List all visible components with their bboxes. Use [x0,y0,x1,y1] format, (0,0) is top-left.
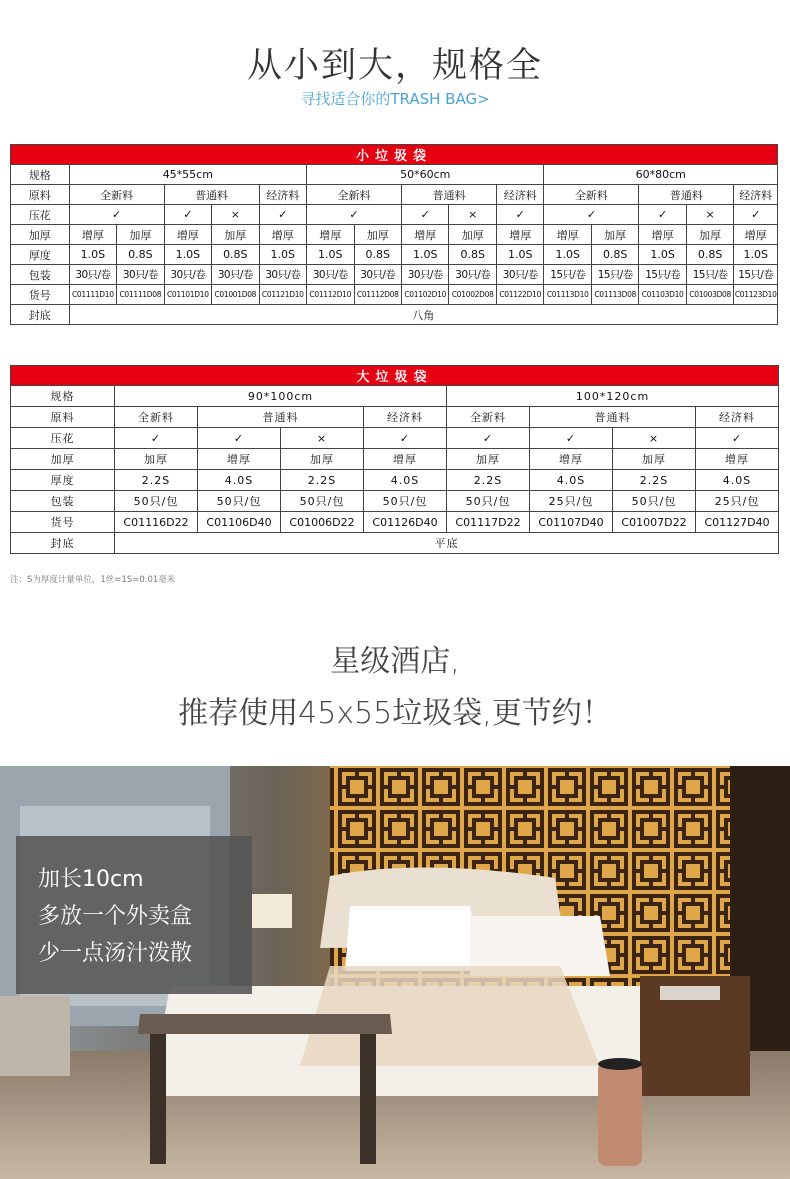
lamp [252,894,292,928]
emboss-cell: ✓ [639,205,686,225]
thick-cell: 增厚 [307,225,354,245]
thick-cell: 加厚 [449,225,496,245]
material-cell: 全新料 [447,407,530,428]
thickness-cell: 2.2S [613,470,696,491]
row-label: 压花 [11,205,70,225]
emboss-cell: ✓ [544,205,639,225]
code-cell: C01117D22 [447,512,530,533]
pack-cell: 50只/包 [364,491,447,512]
table-row [11,225,778,245]
material-cell: 全新料 [307,185,402,205]
table-row [11,185,778,205]
pack-cell: 30只/卷 [69,265,116,285]
thick-cell: 加厚 [117,225,164,245]
thick-cell: 增厚 [496,225,543,245]
code-cell: C01001D08 [212,285,259,305]
thickness-cell: 1.0S [259,245,306,265]
row-label: 原料 [11,185,70,205]
row-label: 规格 [11,165,70,185]
thickness-cell: 2.2S [447,470,530,491]
table-row [11,245,778,265]
size-cell: 90*100cm [115,386,447,407]
code-cell: C01111D08 [117,285,164,305]
emboss-cell: ✓ [115,428,198,449]
thick-cell: 加厚 [354,225,401,245]
table-row [11,491,779,512]
thickness-cell: 1.0S [164,245,211,265]
thick-cell: 增厚 [530,449,613,470]
section-heading-line2: 推荐使用45x55垃圾袋,更节约！ [178,696,612,731]
material-cell: 全新料 [115,407,198,428]
large-table-title: 大垃圾袋 [11,366,779,386]
pack-cell: 30只/卷 [117,265,164,285]
thick-cell: 增厚 [364,449,447,470]
thickness-cell: 0.8S [354,245,401,265]
thick-cell: 增厚 [639,225,686,245]
row-label: 厚度 [11,470,115,491]
code-cell: C01111D10 [69,285,116,305]
thickness-cell: 1.0S [544,245,591,265]
row-label: 厚度 [11,245,70,265]
thickness-cell: 2.2S [281,470,364,491]
bottom-cell: 八角 [69,305,777,325]
thick-cell: 增厚 [696,449,779,470]
thickness-note: 注：S为厚度计量单位，1丝=1S=0.01毫米 [10,575,176,585]
table-row [11,305,778,325]
emboss-cell: × [686,205,733,225]
material-cell: 全新料 [544,185,639,205]
trash-can [598,1062,642,1166]
row-label: 货号 [11,285,70,305]
thick-cell: 增厚 [544,225,591,245]
thick-cell: 增厚 [164,225,211,245]
emboss-cell: ✓ [259,205,306,225]
table-row [11,165,778,185]
thick-cell: 加厚 [591,225,638,245]
thickness-cell: 1.0S [307,245,354,265]
size-cell: 45*55cm [69,165,306,185]
code-cell: C01107D40 [530,512,613,533]
material-cell: 普通料 [402,185,497,205]
thick-cell: 增厚 [259,225,306,245]
pack-cell: 50只/包 [613,491,696,512]
thickness-cell: 1.0S [734,245,778,265]
thickness-cell: 1.0S [496,245,543,265]
code-cell: C01116D22 [115,512,198,533]
code-cell: C01103D10 [639,285,686,305]
material-cell: 经济料 [734,185,778,205]
code-cell: C01112D10 [307,285,354,305]
size-cell: 60*80cm [544,165,778,185]
size-cell: 50*60cm [307,165,544,185]
thickness-cell: 4.0S [696,470,779,491]
emboss-cell: ✓ [734,205,778,225]
code-cell: C01127D40 [696,512,779,533]
thick-cell: 增厚 [69,225,116,245]
emboss-cell: × [613,428,696,449]
material-cell: 经济料 [364,407,447,428]
emboss-cell: × [212,205,259,225]
table-row [11,428,779,449]
code-cell: C01101D10 [164,285,211,305]
code-cell: C01007D22 [613,512,696,533]
emboss-cell: × [449,205,496,225]
table-row [11,407,779,428]
emboss-cell: ✓ [530,428,613,449]
thickness-cell: 1.0S [69,245,116,265]
pack-cell: 50只/包 [198,491,281,512]
row-label: 货号 [11,512,115,533]
thickness-cell: 1.0S [639,245,686,265]
material-cell: 普通料 [164,185,259,205]
thick-cell: 加厚 [212,225,259,245]
thick-cell: 加厚 [686,225,733,245]
code-cell: C01123D10 [734,285,778,305]
pack-cell: 50只/包 [447,491,530,512]
emboss-cell: × [281,428,364,449]
thickness-cell: 1.0S [402,245,449,265]
pack-cell: 15只/卷 [544,265,591,285]
pack-cell: 30只/卷 [307,265,354,285]
small-bag-table [10,144,778,325]
row-label: 包装 [11,491,115,512]
material-cell: 全新料 [69,185,164,205]
code-cell: C01006D22 [281,512,364,533]
thickness-cell: 0.8S [591,245,638,265]
row-label: 原料 [11,407,115,428]
material-cell: 普通料 [198,407,364,428]
code-cell: C01121D10 [259,285,306,305]
pack-cell: 30只/卷 [402,265,449,285]
table-row [11,449,779,470]
table-row [11,470,779,491]
code-cell: C01102D10 [402,285,449,305]
thickness-cell: 0.8S [686,245,733,265]
bench [138,1014,392,1034]
callout-line1: 加长10cm [38,867,144,892]
code-cell: C01002D08 [449,285,496,305]
pack-cell: 15只/卷 [639,265,686,285]
row-label: 压花 [11,428,115,449]
emboss-cell: ✓ [69,205,164,225]
thick-cell: 增厚 [198,449,281,470]
code-cell: C01113D10 [544,285,591,305]
pack-cell: 15只/卷 [734,265,778,285]
emboss-cell: ✓ [364,428,447,449]
material-cell: 经济料 [496,185,543,205]
table-row [11,533,779,554]
pack-cell: 30只/卷 [449,265,496,285]
thickness-cell: 0.8S [117,245,164,265]
table-row [11,386,779,407]
material-cell: 经济料 [696,407,779,428]
emboss-cell: ✓ [496,205,543,225]
row-label: 封底 [11,305,70,325]
pack-cell: 30只/卷 [496,265,543,285]
row-label: 加厚 [11,225,70,245]
thick-cell: 增厚 [734,225,778,245]
code-cell: C01126D40 [364,512,447,533]
page-title: 从小到大，规格全 [246,46,543,86]
thickness-cell: 0.8S [212,245,259,265]
pack-cell: 50只/包 [115,491,198,512]
pack-cell: 30只/卷 [259,265,306,285]
thick-cell: 加厚 [281,449,364,470]
thick-cell: 加厚 [613,449,696,470]
material-cell: 普通料 [639,185,734,205]
callout-line2: 多放一个外卖盒 [38,904,193,929]
emboss-cell: ✓ [447,428,530,449]
emboss-cell: ✓ [696,428,779,449]
pack-cell: 15只/卷 [591,265,638,285]
material-cell: 普通料 [530,407,696,428]
code-cell: C01112D08 [354,285,401,305]
thickness-cell: 0.8S [449,245,496,265]
pack-cell: 30只/卷 [354,265,401,285]
emboss-cell: ✓ [402,205,449,225]
pack-cell: 50只/包 [281,491,364,512]
table-row [11,512,779,533]
thickness-cell: 2.2S [115,470,198,491]
thick-cell: 加厚 [447,449,530,470]
small-table-title: 小垃圾袋 [11,145,778,165]
thickness-cell: 4.0S [530,470,613,491]
emboss-cell: ✓ [307,205,402,225]
pack-cell: 25只/包 [696,491,779,512]
thick-cell: 加厚 [115,449,198,470]
table-row [11,265,778,285]
material-cell: 经济料 [259,185,306,205]
row-label: 加厚 [11,449,115,470]
page-subtitle: 寻找适合你的TRASH BAG> [300,90,490,108]
table-row [11,285,778,305]
pack-cell: 15只/卷 [686,265,733,285]
code-cell: C01113D08 [591,285,638,305]
emboss-cell: ✓ [164,205,211,225]
callout-line3: 少一点汤汁泼散 [38,941,193,966]
pack-cell: 30只/卷 [212,265,259,285]
code-cell: C01106D40 [198,512,281,533]
pack-cell: 25只/包 [530,491,613,512]
code-cell: C01003D08 [686,285,733,305]
row-label: 规格 [11,386,115,407]
feature-callout [16,836,252,994]
thick-cell: 增厚 [402,225,449,245]
row-label: 包装 [11,265,70,285]
emboss-cell: ✓ [198,428,281,449]
row-label: 封底 [11,533,115,554]
size-cell: 100*120cm [447,386,779,407]
thickness-cell: 4.0S [198,470,281,491]
table-row [11,205,778,225]
bottom-cell: 平底 [115,533,779,554]
code-cell: C01122D10 [496,285,543,305]
pack-cell: 30只/卷 [164,265,211,285]
thickness-cell: 4.0S [364,470,447,491]
section-heading-line1: 星级酒店, [330,644,460,679]
large-bag-table [10,365,779,554]
